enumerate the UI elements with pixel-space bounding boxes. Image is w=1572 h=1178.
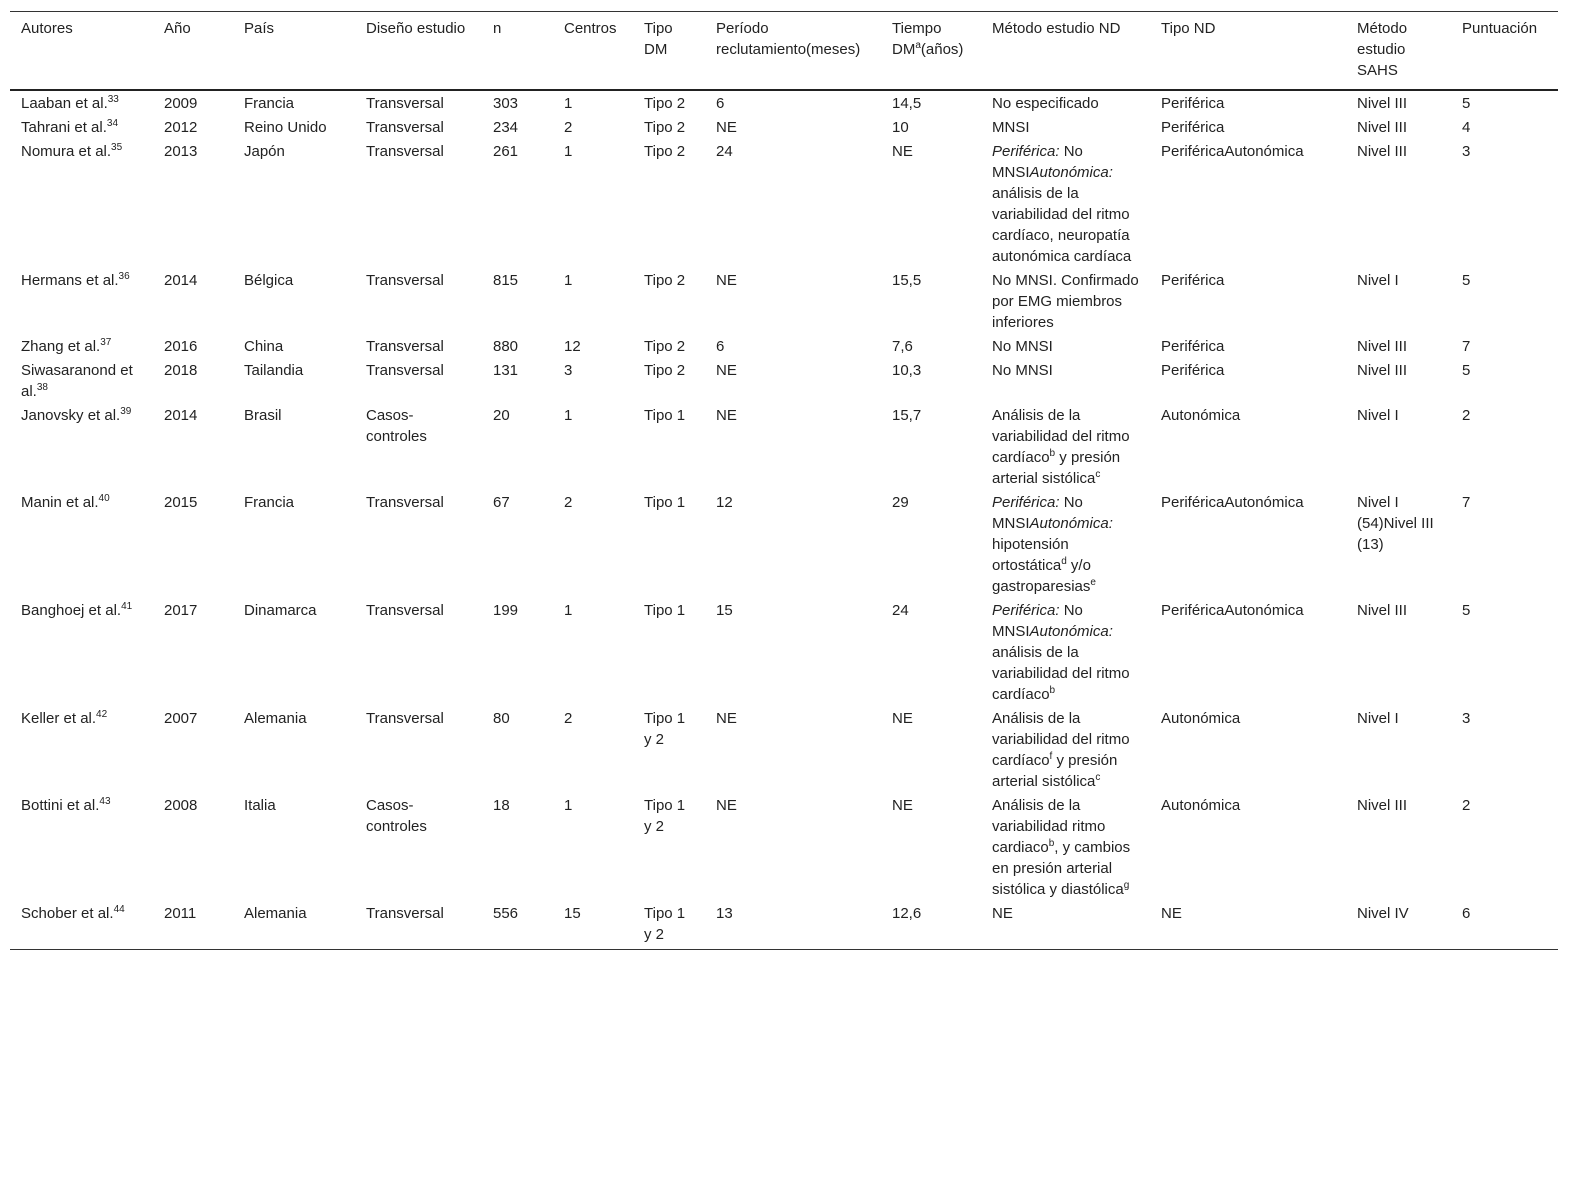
cell-centros: 2 [564,119,573,136]
table-row [10,139,1558,268]
header-anio: Año [164,20,191,37]
header-puntuacion: Puntuación [1462,20,1538,37]
cell-pais: Francia [244,494,295,511]
cell-pais: Alemania [244,905,307,922]
header-periodo: Período reclutamiento(meses) [716,20,861,58]
metodo-nd-text: Análisis de la variabilidad del ritmo cardíaco [992,710,1130,769]
cell-tipo-dm: Tipo 2 [644,338,686,355]
cell-tipo-dm: Tipo 1 [644,407,686,424]
cell-metodo-nd [981,706,1150,793]
cell-diseno: Transversal [366,494,444,511]
header-n: n [493,20,502,37]
table-row [10,490,1558,598]
cell-diseno: Transversal [366,362,444,379]
reference-number: 43 [99,796,111,807]
cell-tiempo-dm: 15,5 [892,272,922,289]
cell-tipo-dm: Tipo 1 y 2 [644,797,686,835]
table-row [10,793,1558,901]
header-tipo-nd: Tipo ND [1161,20,1216,37]
cell-diseno: Transversal [366,119,444,136]
cell-puntuacion: 5 [1462,602,1471,619]
header-pais: País [244,20,275,37]
cell-metodo-nd [981,598,1150,706]
cell-pais: Bélgica [244,272,294,289]
cell-anio: 2014 [164,407,198,424]
author-name: Keller et al. [21,710,97,727]
table-row [10,706,1558,793]
cell-tiempo-dm: 10 [892,119,909,136]
header-tipo-dm: Tipo DM [644,20,673,58]
metodo-nd-footnote: b [1049,685,1056,696]
cell-centros: 1 [564,95,573,112]
metodo-nd-text: No MNSI [992,338,1053,355]
cell-anio: 2018 [164,362,198,379]
cell-autores [10,358,153,403]
cell-centros: 1 [564,797,573,814]
cell-metodo-sahs: Nivel I [1357,407,1399,424]
author-name: Schober et al. [21,905,114,922]
cell-anio: 2015 [164,494,198,511]
cell-anio: 2014 [164,272,198,289]
cell-diseno: Transversal [366,602,444,619]
cell-n: 556 [493,905,519,922]
cell-tipo-dm: Tipo 1 y 2 [644,710,686,748]
cell-metodo-nd [981,793,1150,901]
cell-autores [10,334,153,358]
metodo-nd-text: hipotensión ortostática [992,536,1069,574]
cell-tipo-dm: Tipo 2 [644,95,686,112]
cell-tipo-nd: Periférica [1161,272,1225,289]
cell-periodo: NE [716,407,737,424]
reference-number: 36 [118,271,130,282]
cell-periodo: 24 [716,143,733,160]
cell-n: 67 [493,494,510,511]
cell-tipo-dm: Tipo 1 y 2 [644,905,686,943]
cell-autores [10,901,153,950]
author-name: Banghoej et al. [21,602,122,619]
cell-tiempo-dm: NE [892,797,913,814]
cell-n: 199 [493,602,519,619]
cell-tipo-nd: PeriféricaAutonómica [1161,602,1304,619]
cell-tipo-nd: Periférica [1161,119,1225,136]
metodo-nd-text: análisis de la variabilidad del ritmo cardíaco [992,644,1130,703]
cell-tipo-dm: Tipo 1 [644,494,686,511]
cell-anio: 2012 [164,119,198,136]
cell-autores [10,90,153,115]
table-row [10,115,1558,139]
cell-n: 80 [493,710,510,727]
cell-centros: 12 [564,338,581,355]
cell-pais: Francia [244,95,295,112]
cell-puntuacion: 5 [1462,272,1471,289]
cell-metodo-sahs: Nivel IV [1357,905,1409,922]
header-tiempo-dm-footnote: a [915,40,921,51]
cell-centros: 15 [564,905,581,922]
cell-tiempo-dm: 29 [892,494,909,511]
cell-pais: Alemania [244,710,307,727]
cell-tipo-dm: Tipo 2 [644,362,686,379]
cell-tiempo-dm: 7,6 [892,338,913,355]
header-metodo-sahs: Método estudio SAHS [1357,20,1408,79]
metodo-nd-category: Autonómica: [1029,515,1113,532]
metodo-nd-text: , y cambios en presión arterial sistólica y diastólica [992,839,1131,898]
cell-metodo-nd [981,115,1150,139]
cell-anio: 2017 [164,602,198,619]
cell-n: 20 [493,407,510,424]
cell-pais: Italia [244,797,276,814]
cell-metodo-nd [981,139,1150,268]
cell-autores [10,598,153,706]
cell-periodo: NE [716,362,737,379]
cell-metodo-sahs: Nivel I [1357,710,1399,727]
cell-tiempo-dm: 24 [892,602,909,619]
metodo-nd-text: Análisis de la variabilidad ritmo cardiaco [992,797,1106,856]
cell-puntuacion: 7 [1462,338,1471,355]
cell-anio: 2011 [164,905,197,922]
author-name: Laaban et al. [21,95,108,112]
cell-tipo-nd: Autonómica [1161,710,1241,727]
metodo-nd-text: Análisis de la variabilidad del ritmo cardíaco [992,407,1130,466]
table-row [10,90,1558,115]
cell-metodo-nd [981,268,1150,334]
cell-autores [10,139,153,268]
metodo-nd-text: No MNSI [992,494,1083,532]
author-name: Manin et al. [21,494,99,511]
cell-anio: 2009 [164,95,198,112]
cell-tipo-nd: PeriféricaAutonómica [1161,494,1304,511]
cell-metodo-sahs: Nivel III [1357,95,1408,112]
cell-centros: 1 [564,272,573,289]
reference-number: 34 [106,118,119,129]
studies-table [10,11,1558,950]
header-diseno: Diseño estudio [366,20,466,37]
metodo-nd-text: No MNSI [992,143,1083,181]
cell-diseno: Transversal [366,95,444,112]
cell-n: 303 [493,95,519,112]
metodo-nd-footnote: c [1095,772,1101,783]
cell-n: 880 [493,338,519,355]
cell-periodo: 6 [716,338,725,355]
cell-puntuacion: 2 [1462,407,1471,424]
cell-tipo-dm: Tipo 2 [644,143,686,160]
cell-tipo-dm: Tipo 2 [644,119,686,136]
metodo-nd-category: Periférica: [992,494,1060,511]
cell-tiempo-dm: NE [892,143,913,160]
cell-diseno: Transversal [366,710,444,727]
header-autores: Autores [21,20,73,37]
cell-periodo: 13 [716,905,733,922]
reference-number: 42 [96,709,108,720]
cell-anio: 2013 [164,143,198,160]
cell-metodo-nd [981,358,1150,403]
cell-autores [10,268,153,334]
author-name: Nomura et al. [21,143,112,160]
table-header [10,12,1558,91]
author-name: Siwasaranond et al. [21,362,133,400]
metodo-nd-text: análisis de la variabilidad del ritmo cardíaco, neuropatía autonómica cardíaca [992,185,1132,265]
cell-tipo-nd: Autonómica [1161,797,1241,814]
cell-tipo-nd: Periférica [1161,362,1225,379]
cell-autores [10,115,153,139]
reference-number: 41 [121,601,133,612]
reference-number: 40 [98,493,110,504]
author-name: Hermans et al. [21,272,119,289]
cell-metodo-nd [981,490,1150,598]
cell-tipo-dm: Tipo 2 [644,272,686,289]
metodo-nd-category: Periférica: [992,602,1060,619]
cell-tiempo-dm: NE [892,710,913,727]
cell-pais: Reino Unido [244,119,327,136]
cell-pais: Tailandia [244,362,304,379]
cell-tipo-nd: Autonómica [1161,407,1241,424]
cell-metodo-sahs: Nivel III [1357,602,1408,619]
metodo-nd-category: Autonómica: [1029,623,1113,640]
cell-autores [10,403,153,490]
header-tiempo-dm-text: Tiempo DM [892,20,942,58]
cell-periodo: NE [716,710,737,727]
cell-centros: 2 [564,494,573,511]
cell-tipo-nd: Periférica [1161,95,1225,112]
header-tiempo-dm [881,12,981,91]
reference-number: 44 [113,904,125,915]
cell-periodo: 15 [716,602,733,619]
reference-number: 39 [120,406,132,417]
cell-n: 234 [493,119,519,136]
header-metodo-nd: Método estudio ND [992,20,1121,37]
cell-autores [10,490,153,598]
table-row [10,268,1558,334]
metodo-nd-text: MNSI [992,119,1030,136]
cell-tipo-nd: NE [1161,905,1182,922]
cell-centros: 1 [564,143,573,160]
cell-anio: 2007 [164,710,198,727]
cell-n: 18 [493,797,510,814]
cell-periodo: NE [716,272,737,289]
metodo-nd-text: y/o gastroparesias [992,557,1091,595]
table-row [10,403,1558,490]
cell-tiempo-dm: 15,7 [892,407,922,424]
cell-n: 815 [493,272,519,289]
cell-puntuacion: 3 [1462,710,1471,727]
cell-tipo-nd: PeriféricaAutonómica [1161,143,1304,160]
cell-metodo-sahs: Nivel III [1357,362,1408,379]
metodo-nd-text: No MNSI [992,362,1053,379]
metodo-nd-footnote: b [1048,838,1055,849]
cell-autores [10,793,153,901]
table-row [10,334,1558,358]
cell-diseno: Casos-controles [366,797,427,835]
cell-tiempo-dm: 14,5 [892,95,922,112]
cell-anio: 2016 [164,338,198,355]
author-name: Janovsky et al. [21,407,121,424]
cell-diseno: Casos-controles [366,407,427,445]
header-tiempo-dm-unit: (años) [920,41,964,58]
metodo-nd-text: No especificado [992,95,1099,112]
cell-metodo-sahs: Nivel III [1357,797,1408,814]
metodo-nd-text: y presión arterial sistólica [992,752,1118,790]
cell-periodo: 12 [716,494,733,511]
metodo-nd-footnote: g [1123,880,1130,891]
table-row [10,901,1558,950]
author-name: Bottini et al. [21,797,100,814]
cell-metodo-nd [981,334,1150,358]
table-body [10,90,1558,950]
cell-puntuacion: 3 [1462,143,1471,160]
cell-tipo-nd: Periférica [1161,338,1225,355]
cell-tipo-dm: Tipo 1 [644,602,686,619]
reference-number: 35 [111,142,123,153]
cell-diseno: Transversal [366,272,444,289]
metodo-nd-footnote: c [1095,469,1101,480]
cell-diseno: Transversal [366,905,444,922]
cell-anio: 2008 [164,797,198,814]
metodo-nd-footnote: d [1061,556,1067,567]
cell-metodo-sahs: Nivel III [1357,143,1408,160]
cell-pais: China [244,338,284,355]
cell-tiempo-dm: 10,3 [892,362,922,379]
metodo-nd-text: No MNSI. Confirmado por EMG miembros inferiores [992,272,1139,331]
studies-table-container [10,11,1558,950]
author-name: Tahrani et al. [21,119,107,136]
cell-puntuacion: 6 [1462,905,1471,922]
cell-n: 131 [493,362,519,379]
table-row [10,358,1558,403]
table-row [10,598,1558,706]
cell-puntuacion: 5 [1462,95,1471,112]
metodo-nd-footnote: f [1049,751,1053,762]
cell-pais: Dinamarca [244,602,317,619]
metodo-nd-footnote: b [1049,448,1056,459]
cell-metodo-nd [981,90,1150,115]
cell-metodo-sahs: Nivel III [1357,338,1408,355]
cell-pais: Brasil [244,407,282,424]
cell-autores [10,706,153,793]
reference-number: 33 [107,94,119,105]
metodo-nd-category: Autonómica: [1029,164,1113,181]
metodo-nd-text: NE [992,905,1013,922]
cell-centros: 1 [564,407,573,424]
cell-centros: 2 [564,710,573,727]
metodo-nd-footnote: e [1090,577,1096,588]
cell-diseno: Transversal [366,338,444,355]
cell-puntuacion: 7 [1462,494,1471,511]
metodo-nd-text: y presión arterial sistólica [992,449,1121,487]
cell-periodo: 6 [716,95,725,112]
cell-metodo-sahs: Nivel III [1357,119,1408,136]
cell-pais: Japón [244,143,285,160]
cell-centros: 3 [564,362,573,379]
reference-number: 38 [36,382,48,393]
cell-diseno: Transversal [366,143,444,160]
metodo-nd-text: No MNSI [992,602,1083,640]
cell-puntuacion: 2 [1462,797,1471,814]
cell-metodo-sahs: Nivel I (54)Nivel III (13) [1357,494,1434,553]
author-name: Zhang et al. [21,338,101,355]
metodo-nd-category: Periférica: [992,143,1060,160]
cell-metodo-nd [981,403,1150,490]
header-centros: Centros [564,20,617,37]
cell-puntuacion: 5 [1462,362,1471,379]
cell-n: 261 [493,143,519,160]
cell-periodo: NE [716,797,737,814]
cell-metodo-nd [981,901,1150,950]
cell-periodo: NE [716,119,737,136]
cell-metodo-sahs: Nivel I [1357,272,1399,289]
cell-centros: 1 [564,602,573,619]
cell-tiempo-dm: 12,6 [892,905,922,922]
reference-number: 37 [100,337,112,348]
cell-puntuacion: 4 [1462,119,1471,136]
